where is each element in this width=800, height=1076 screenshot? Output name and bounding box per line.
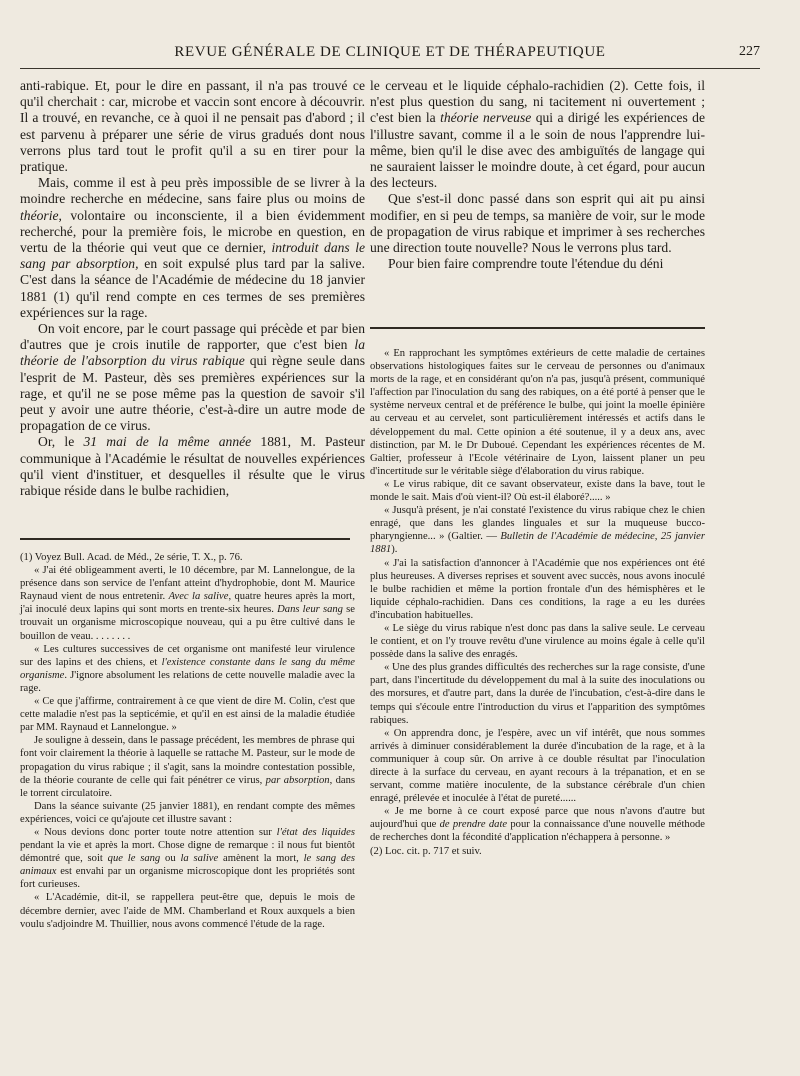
paragraph xyxy=(370,805,705,844)
text-run: (1) Voyez Bull. Acad. de Méd., 2e série, T. X., p. 76. xyxy=(20,552,243,563)
paragraph xyxy=(20,695,355,734)
text-run: « En rapprochant les symptômes extérieurs de cette maladie de certaines observations histologiques faites sur le cerveau de personnes ou d'animaux morts de la rage, et en considérant qu'on n'a pas, jusqu'à présent, communiqué l'affection par l'inoculation du sang des rabiques, on a été porté à penser que le système nerveux central et de préférence le bulbe, qui joint la moelle épinière au cerveau et au cervelet, sont particulièrement intéressés et actifs dans le développement du mal. Cette opinion a été soutenue, il y a deux ans, avec distinction, par M. le Dr Duboué. Cependant les expériences récentes de M. Galtier, professeur à l'Ecole vétérinaire de Lyon, laissent planer un peu d'incertitude sur le véritable siège d'élaboration du virus rabique. xyxy=(370,348,705,477)
paragraph xyxy=(20,800,355,826)
italic-run: l'existence constante dans le sang du même organisme xyxy=(20,656,355,681)
paragraph xyxy=(370,622,705,661)
paragraph xyxy=(20,891,355,930)
text-run: pour la connaissance d'une nouvelle méthode de recherches dont la fécondité d'application n'échappera à personne. » xyxy=(370,819,705,844)
italic-run: que le sang xyxy=(107,853,161,865)
text-run: « Nous devions donc porter toute notre attention sur xyxy=(34,826,277,838)
text-run: Pour bien faire comprendre toute l'étendue du déni xyxy=(388,256,664,272)
text-run: ). xyxy=(391,544,398,556)
italic-run: introduit dans le sang par absorption, xyxy=(20,240,366,272)
paragraph xyxy=(20,175,365,321)
italic-run: 31 mai de la même année xyxy=(83,434,252,450)
text-run: Mais, comme il est à peu près impossible de se livrer à la moindre recherche en médecine, sans faire plus ou moins de xyxy=(20,175,365,207)
italic-run: de prendre date xyxy=(439,819,508,831)
text-run: . J'ignore absolument les relations de cette nouvelle maladie avec la rage. xyxy=(20,669,355,694)
paragraph xyxy=(20,734,355,799)
footnote-divider-right xyxy=(370,327,705,329)
text-run: Que s'est-il donc passé dans son esprit qui ait pu ainsi modifier, en si peu de temps, sa manière de voir, sur le mode de propagation de virus rabique et imprimer à ses recherches une direction toute nouvelle? Nous le verrons plus tard. xyxy=(370,191,705,256)
text-run: , dans le torrent circulatoire. xyxy=(20,774,355,799)
paragraph xyxy=(20,321,365,434)
text-run: « J'ai été obligeamment averti, le 10 décembre, par M. Lannelongue, de la présence dans son service de l'enfant atteint d'hydrophobie, dont M. Maurice Raynaud vient de nous entretenir. xyxy=(20,565,355,603)
text-run: « On apprendra donc, je l'espère, avec un vif intérêt, que nous sommes arrivés à diminuer considérablement la durée d'incubation de la rage, et à la communiquer à coup sûr. On arrive à ce double résultat par l'inoculation directe à la surface du cerveau, en ayant recours à la trépanation, et en se servant, comme matière inoculente, de la substance cérébrale d'un chien enragé, prélevée et inoculée à l'état de pureté...... xyxy=(370,727,705,805)
italic-run: la salive xyxy=(180,853,219,865)
text-run: « Je me borne à ce court exposé parce que nous n'avons d'autre but aujourd'hui que xyxy=(370,806,705,831)
right-column-body xyxy=(370,78,705,272)
paragraph xyxy=(370,727,705,806)
italic-run: Bulletin de l'Académie de médecine, 25 janvier 1881 xyxy=(370,531,705,556)
running-title: REVUE GÉNÉRALE DE CLINIQUE ET DE THÉRAPEUTIQUE xyxy=(174,44,606,60)
left-column-body xyxy=(20,78,365,499)
paragraph xyxy=(370,845,705,858)
text-run: ou xyxy=(160,853,181,865)
left-column-footnotes xyxy=(20,551,355,931)
paragraph xyxy=(20,434,365,499)
page-header xyxy=(20,38,760,69)
text-run: le cerveau et le liquide céphalo-rachidien (2). Cette fois, il n'est plus question du sang, ni tacitement ni ouvertement ; c'est bien la xyxy=(370,78,705,126)
paragraph xyxy=(370,191,705,256)
text-run: « L'Académie, dit-il, se rappellera peut-être que, depuis le mois de décembre dernier, avec l'aide de MM. Chamberland et Roux auxquels a bien voulu s'adjoindre M. Thuillier, nous avons commencé l'étude de la rage. xyxy=(20,892,355,930)
italic-run: Avec la salive xyxy=(168,591,229,603)
italic-run: l'état des liquides xyxy=(276,826,355,838)
text-run: 1881, M. Pasteur communique à l'Académie le résultat de nouvelles expériences qu'il vient d'instituer, et desquelles il résulte que le virus rabique réside dans le bulbe rachidien, xyxy=(20,434,365,499)
text-run: « Jusqu'à présent, je n'ai constaté l'existence du virus rabique chez le chien enragé, que dans les glandes linguales et sur la muqueuse bucco-pharyngienne... » (Galtier. — xyxy=(370,505,705,543)
italic-run: par absorption xyxy=(265,774,330,786)
paragraph xyxy=(370,256,705,272)
text-run: Dans la séance suivante (25 janvier 1881), en rendant compte des mêmes expériences, voici ce qu'ajoute cet illustre savant : xyxy=(20,800,355,825)
paragraph xyxy=(20,643,355,695)
paragraph xyxy=(370,661,705,726)
footnote-divider-left xyxy=(20,538,350,540)
text-run: pendant la vie et après la mort. Chose digne de remarque : il nous fut bientôt démontré que, soit xyxy=(20,840,355,865)
paragraph xyxy=(370,78,705,191)
paragraph xyxy=(20,826,355,891)
text-run: , volontaire ou inconsciente, il a bien évidemment recherché, pour la première fois, le microbe en question, en vertu de la théorie qui veut que ce dernier, xyxy=(20,207,365,256)
italic-run: la théorie de l'absorption du virus rabique xyxy=(20,337,365,369)
italic-run: le sang des animaux xyxy=(20,853,355,878)
text-run: , quatre heures après la mort, j'ai inoculé deux lapins qui sont morts en trente-six heures. xyxy=(20,591,355,616)
text-run: « J'ai la satisfaction d'annoncer à l'Académie que nos expériences ont été plus heureuses. A diverses reprises et souvent avec succès, nous avons inoculé le bulbe rachidien et même la portion frontale d'un des hémisphères et le liquide céphalo-rachidien. Dans ces conditions, la rage a eu les durées d'incubation habituelles. xyxy=(370,557,705,621)
text-run: « Une des plus grandes difficultés des recherches sur la rage consiste, d'une part, dans l'incertitude du développement du mal à la suite des inoculations ou des morsures, et d'autre part, dans la durée de l'incubation, c'est-à-dire dans le temps qui s'écoule entre l'introduction du virus et l'apparition des symptômes rabiques. xyxy=(370,662,705,726)
text-run: Je souligne à dessein, dans le passage précédent, les membres de phrase qui font voir clairement la théorie à laquelle se rattache M. Pasteur, sur le mode de propagation du virus rabique ; il s'agit, sans la moindre contestation possible, de la théorie courante de celle qui fait pénétrer ce virus, xyxy=(20,735,355,786)
text-run: qui règne seule dans l'esprit de M. Pasteur, dès ses premières expériences sur la rage, et qu'il ne se pose même pas la question de savoir s'il peut y avoir une autre théorie, c'est-à-dire un autre mode de propagation de ce virus. xyxy=(20,353,365,434)
paragraph xyxy=(370,347,705,478)
text-run: anti-rabique. Et, pour le dire en passant, il n'a pas trouvé ce qu'il cherchait : car, microbe et vaccin sont encore à découvrir. Il a trouvé, en revanche, ce à quoi il ne pensait pas d'abord ; il est parvenu à préparer une série de virus gradués dont nous verrons plus tard tout le profit qu'il a su en tirer pour la pratique. xyxy=(20,78,365,175)
paragraph xyxy=(20,551,355,564)
text-run: qui a dirigé les expériences de l'illustre savant, comme il a le soin de nous l'apprendre lui-même, bien qu'il le dise avec des ambiguïtés de langage qui ne sauraient laisser le moindre doute, à cet égard, pour aucun des lecteurs. xyxy=(370,110,705,191)
text-run: « Les cultures successives de cet organisme ont manifesté leur virulence sur des lapins et des chiens, et xyxy=(20,643,355,668)
text-run: Or, le xyxy=(38,434,84,450)
paragraph xyxy=(370,504,705,556)
text-run: « Le siège du virus rabique n'est donc pas dans la salive seule. Le cerveau le contient, et on l'y trouve revêtu d'une virulence au moins égale à celle qu'il possède dans la salive des enragés. xyxy=(370,622,705,661)
text-run: amènent la mort, xyxy=(218,853,304,865)
right-column-footnotes xyxy=(370,347,705,858)
text-run: (2) Loc. cit. p. 717 et suiv. xyxy=(370,845,482,857)
paragraph xyxy=(20,78,365,175)
italic-run: théorie xyxy=(20,207,59,223)
paragraph xyxy=(370,557,705,622)
text-run: « Le virus rabique, dit ce savant observateur, existe dans la bave, tout le monde le sait. Mais d'où vient-il? Où est-il élaboré?..... » xyxy=(370,478,705,504)
text-run: On voit encore, par le court passage qui précède et par bien d'autres que je crois inutile de rapporter, que c'est bien xyxy=(20,321,365,353)
paragraph xyxy=(370,478,705,504)
text-run: « Ce que j'affirme, contrairement à ce que vient de dire M. Colin, c'est que cette maladie n'est pas la septicémie, et qu'il en est ainsi de la maladie étudiée par MM. Raynaud et Lannelongue. » xyxy=(20,696,355,734)
italic-run: théorie nerveuse xyxy=(440,110,532,126)
page-number: 227 xyxy=(739,44,760,59)
text-run: en soit expulsé plus tard par la salive. C'est dans la séance de l'Académie de médecine du 18 janvier 1881 (1) qu'il rend compte en ces termes de ses premières expériences sur la rage. xyxy=(20,256,365,320)
paragraph xyxy=(20,564,355,643)
text-run: est envahi par un organisme microscopique dont les propriétés sont fort curieuses. xyxy=(20,866,355,891)
text-run: se trouvait un organisme microscopique nouveau, qui a pu être cultivé dans le bouillon de veau. . . . . . . . xyxy=(20,604,355,642)
italic-run: Dans leur sang xyxy=(277,604,343,616)
